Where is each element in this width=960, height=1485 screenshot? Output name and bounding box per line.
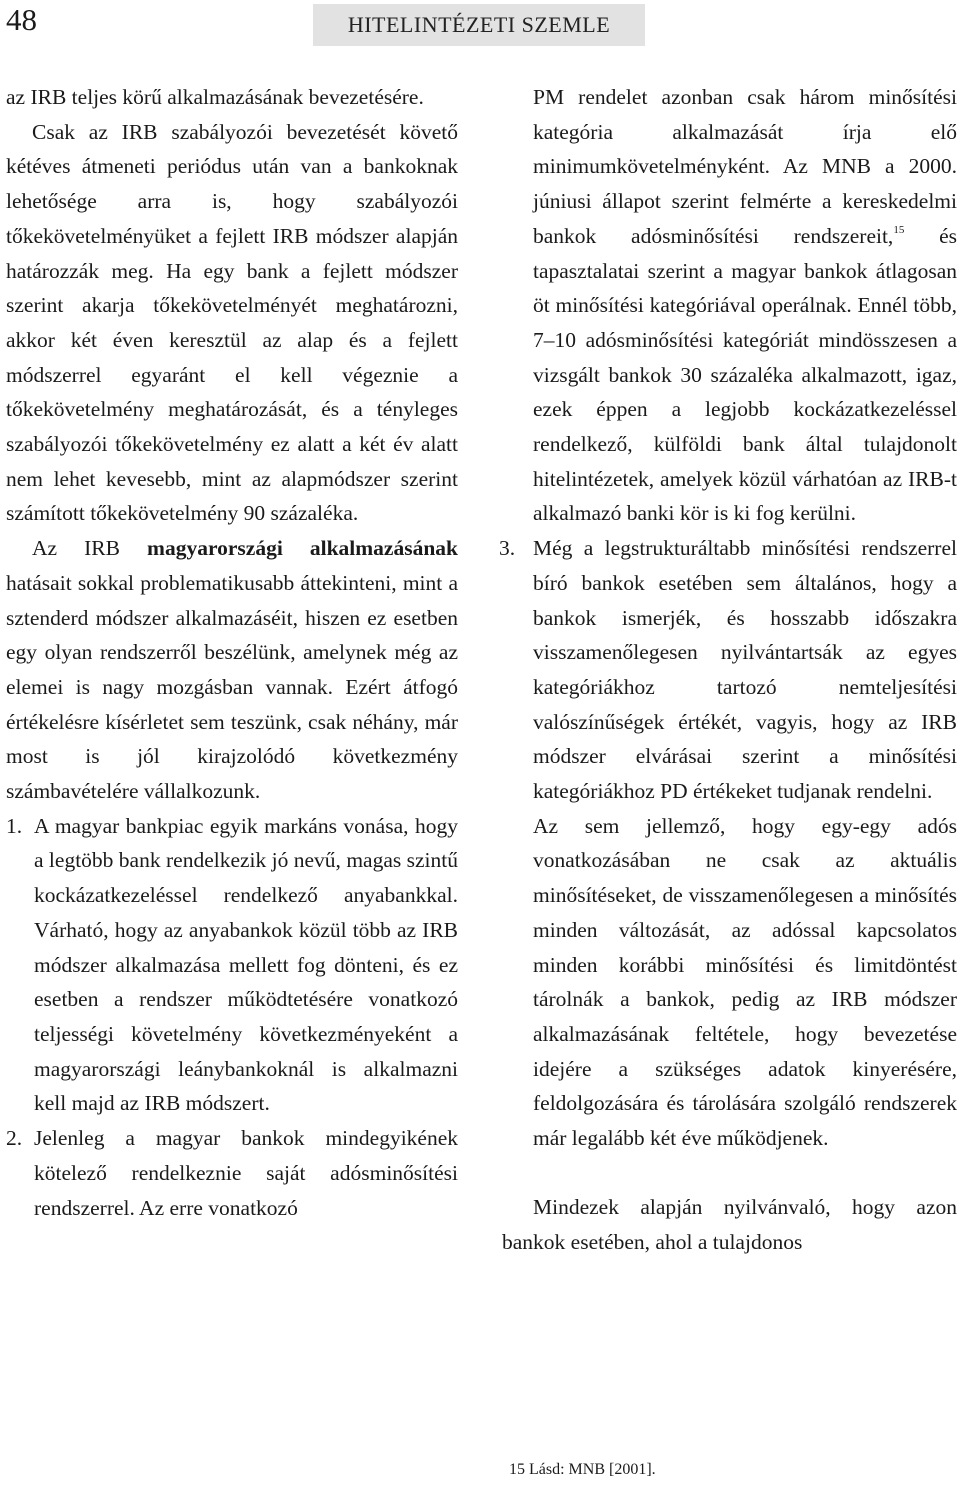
list-number: 2. xyxy=(6,1126,23,1151)
journal-header: HITELINTÉZETI SZEMLE xyxy=(313,4,645,46)
text-span: hatásait sokkal problematikusabb áttekinteni, mint a sztenderd módszer alkalmazáséit, hiszen ez esetben egy olyan rendszerről beszélünk, amelynek még az elemei is nagy mozgásban vannak. Ezért átfogó értékelésre kísérletet sem teszünk, csak néhány, már most is jól kirajzolódó következmény számbavételére vállalkozunk. xyxy=(6,570,458,804)
paragraph: az IRB teljes körű alkalmazásának bevezetésére. xyxy=(6,85,424,109)
list-number: 1. xyxy=(6,813,23,838)
list-item-text: Az sem jellemző, hogy egy-egy adós vonatkozásában ne csak az aktuális minősítéseket, de visszamenőlegesen a minősítés minden változását, az adóssal kapcsolatos minden korábbi minősítési és limitdöntést tárolnák a bankok, pedig az IRB módszer alkalmazásának feltétele, hogy bevezetése idejére a szükséges adatok kinyerésére, feldolgozására és tárolására szolgáló rendszerek már legalább két éve működjenek. xyxy=(533,813,957,1151)
bold-term: magyarországi alkalmazásának xyxy=(147,536,458,561)
list-item xyxy=(6,809,458,1121)
list-item-text: Jelenleg a magyar bankok mindegyikének kötelező rendelkeznie saját adósminősítési rendszerrel. Az erre vonatkozó xyxy=(34,1126,458,1220)
right-column xyxy=(499,80,957,1259)
page-number: 48 xyxy=(6,2,37,37)
footnote-ref[interactable]: 15 xyxy=(893,223,905,236)
list-item xyxy=(6,1121,458,1225)
spacer xyxy=(533,1156,957,1190)
closing-wrap xyxy=(502,1190,957,1259)
list-item xyxy=(499,531,957,1156)
paragraph xyxy=(533,80,957,531)
footnote: 15 Lásd: MNB [2001]. xyxy=(509,1461,656,1478)
paragraph: Csak az IRB szabályozói bevezetését követő kétéves átmeneti periódus után van a bankoknak lehetősége arra is, hogy szabályozói tőkekövetelményüket a fejlett IRB módszer alapján határozzák meg. Ha egy bank a fejlett módszer szerint akarja tőkekövetelményét meghatározni, akkor két éven keresztül az alap és a fejlett módszerrel egyaránt el kell végeznie a tőkekövetelmény meghatározását, és a tényleges szabályozói tőkekövetelmény ez alatt a két év alatt nem lehet kevesebb, mint az alapmódszer szerint számított tőkekövetelmény 90 százaléka. xyxy=(6,119,458,526)
paragraph xyxy=(6,531,458,809)
text-span: és tapasztalatai szerint a magyar bankok átlagosan öt minősítési kategóriával operálnak. Ennél több, 7–10 adósminősítési kategóriát mindösszesen a vizsgált bankok 30 százaléka alkalmazott, igaz, ezek éppen a legjobb kockázatkezeléssel rendelkező, külföldi bank által tulajdonolt hitelintézetek, amelyek közül várhatóan az IRB-t alkalmazó banki kör is ki fog kerülni. xyxy=(533,223,957,526)
paragraph: Mindezek alapján nyilvánvaló, hogy azon bankok esetében, ahol a tulajdonos xyxy=(502,1194,957,1254)
text-span: PM rendelet azonban csak három minősítési kategória alkalmazását írja elő minimumkövetelményként. Az MNB a 2000. júniusi állapot szerint felmérte a kereskedelmi bankok adósminősítési rendszereit, xyxy=(533,85,957,248)
left-column xyxy=(6,80,458,1225)
list-number: 3. xyxy=(499,536,516,561)
list-item-text: A magyar bankpiac egyik markáns vonása, hogy a legtöbb bank rendelkezik jó nevű, magas szintű kockázatkezeléssel rendelkező anyabankkal. Várható, hogy az anyabankok közül több az IRB módszer alkalmazása mellett fog dönteni, és ez esetben a rendszer működtetésére vonatkozó teljességi követelmény következményeként a magyarországi leánybankoknál is alkalmazni kell majd az IRB módszert. xyxy=(34,813,458,1116)
list-item-text: Még a legstrukturáltabb minősítési rendszerrel bíró bankok esetében sem általános, hogy a bankok ismerjék, és hosszabb időszakra visszamenőlegesen nyilvántartsák az egyes kategóriákhoz tartozó nemteljesítési valószínűségek értékét, vagyis, hogy az IRB módszer elvárásai szerint a minősítési kategóriákhoz PD értékeket tudjanak rendelni. xyxy=(533,536,957,804)
text-span: Az IRB xyxy=(32,536,148,561)
